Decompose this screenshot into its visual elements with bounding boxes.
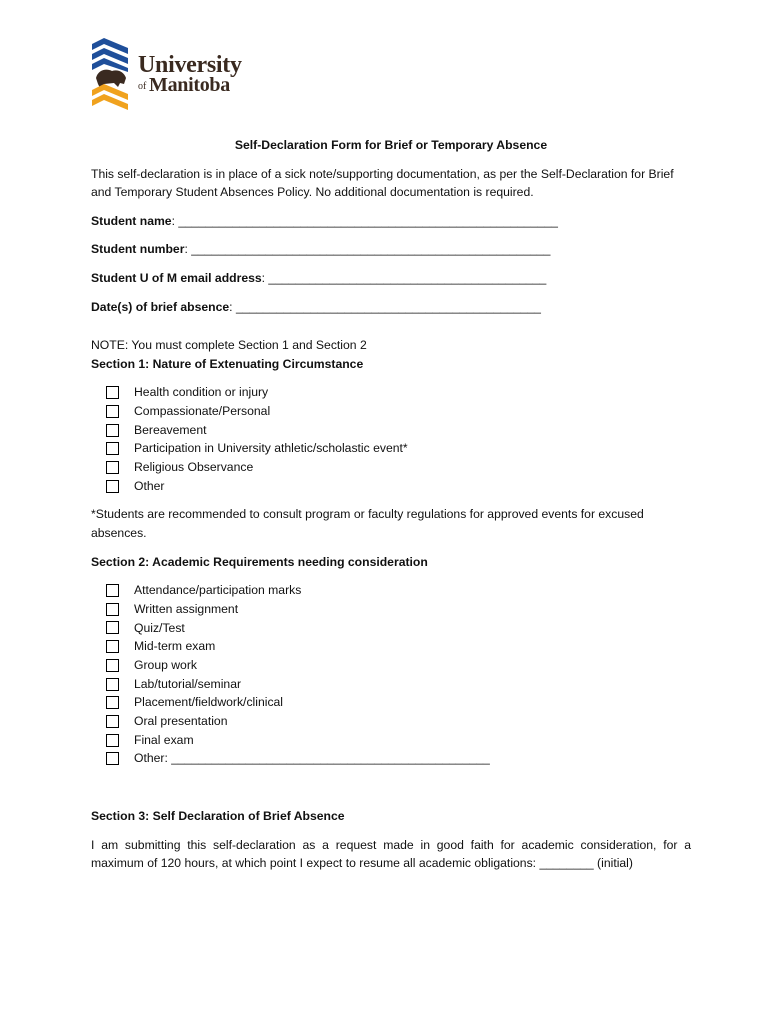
list-item[interactable] (106, 477, 691, 496)
list-item[interactable] (106, 693, 691, 712)
list-item[interactable] (106, 675, 691, 694)
option-label: Attendance/participation marks (134, 583, 302, 598)
section1-footnote: *Students are recommended to consult program or faculty regulations for approved events for excused absences. (91, 507, 644, 541)
list-item[interactable] (106, 619, 691, 638)
list-item[interactable] (106, 712, 691, 731)
student-number-label: Student number (91, 242, 185, 257)
list-item[interactable] (106, 600, 691, 619)
list-item[interactable] (106, 637, 691, 656)
option-label: Written assignment (134, 601, 239, 616)
option-label: Mid-term exam (134, 639, 216, 654)
checkbox[interactable] (106, 640, 119, 653)
option-label: Participation in University athletic/scholastic event* (134, 441, 408, 456)
list-item[interactable] (106, 749, 691, 768)
section3-heading: Section 3: Self Declaration of Brief Absence (91, 809, 345, 824)
list-item[interactable] (106, 458, 691, 477)
checkbox[interactable] (106, 659, 119, 672)
checkbox[interactable] (106, 678, 119, 691)
option-label: Placement/fieldwork/clinical (134, 695, 284, 710)
option-label: Other (134, 478, 165, 493)
checkbox[interactable] (106, 405, 119, 418)
checkbox[interactable] (106, 603, 119, 616)
section2-heading: Section 2: Academic Requirements needing consideration (91, 554, 428, 569)
checkbox[interactable] (106, 696, 119, 709)
option-label: Bereavement (134, 422, 207, 437)
checkbox[interactable] (106, 480, 119, 493)
option-label: Quiz/Test (134, 620, 185, 635)
student-number-field[interactable] (91, 240, 691, 259)
checkbox[interactable] (106, 621, 119, 634)
student-number-line[interactable]: : _____________________________________________________ (184, 242, 551, 257)
student-name-label: Student name (91, 213, 172, 228)
checkbox[interactable] (106, 752, 119, 765)
list-item[interactable] (106, 656, 691, 675)
option-label: Health condition or injury (134, 385, 269, 400)
option-label: Oral presentation (134, 714, 228, 729)
student-name-line[interactable]: : ________________________________________________________ (171, 213, 558, 228)
checkbox[interactable] (106, 424, 119, 437)
option-label: Final exam (134, 732, 194, 747)
logo-wordmark-of: of (138, 81, 147, 92)
option-label: Group work (134, 658, 197, 673)
email-label: Student U of M email address (91, 270, 262, 285)
note-text: NOTE: You must complete Section 1 and Section 2 (91, 338, 367, 353)
email-line[interactable]: : _________________________________________ (261, 270, 547, 285)
option-label: Religious Observance (134, 460, 254, 475)
option-label: Compassionate/Personal (134, 404, 271, 419)
section1-checklist (91, 383, 691, 495)
list-item[interactable] (106, 439, 691, 458)
email-field[interactable] (91, 269, 691, 288)
checkbox[interactable] (106, 734, 119, 747)
form-body (91, 136, 691, 873)
absence-dates-line[interactable]: : _____________________________________________ (229, 299, 541, 314)
absence-dates-label: Date(s) of brief absence (91, 299, 230, 314)
intro-paragraph: This self-declaration is in place of a sick note/supporting documentation, as per the Self-Declaration for Brief and Temporary Student Absences Policy. No additional documentation is required. (91, 166, 674, 200)
bison-shield-icon (90, 38, 134, 112)
checkbox[interactable] (106, 442, 119, 455)
checkbox[interactable] (106, 461, 119, 474)
logo-wordmark-university: University (138, 52, 242, 78)
form-title: Self-Declaration Form for Brief or Temporary Absence (234, 138, 548, 152)
student-name-field[interactable] (91, 212, 691, 231)
list-item[interactable] (106, 421, 691, 440)
checkbox[interactable] (106, 386, 119, 399)
section1-heading: Section 1: Nature of Extenuating Circumstance (91, 356, 364, 371)
section3-text: I am submitting this self-declaration as a request made in good faith for academic consideration, for a maximum of 120 hours, at which point I expect to resume all academic obligations: ________ (initial) (91, 837, 691, 871)
absence-dates-field[interactable] (91, 298, 691, 317)
list-item[interactable] (106, 581, 691, 600)
option-label: Other: _______________________________________________ (134, 751, 490, 766)
list-item[interactable] (106, 383, 691, 402)
logo-wordmark-manitoba: Manitoba (149, 74, 230, 96)
university-logo (90, 38, 250, 112)
checkbox[interactable] (106, 584, 119, 597)
option-label: Lab/tutorial/seminar (134, 676, 242, 691)
checkbox[interactable] (106, 715, 119, 728)
list-item[interactable] (106, 402, 691, 421)
section2-checklist (91, 581, 691, 768)
list-item[interactable] (106, 731, 691, 750)
